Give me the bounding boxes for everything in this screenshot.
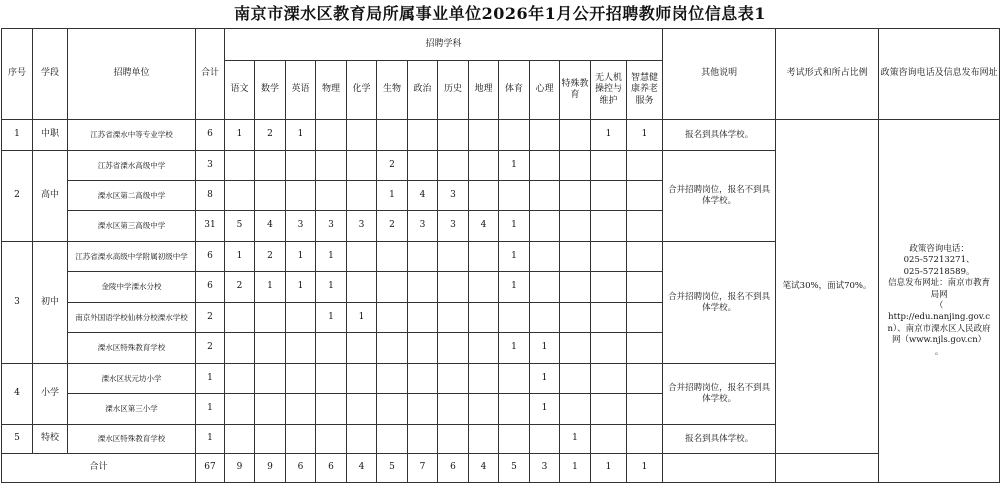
subject-count-cell: 1	[286, 272, 316, 303]
subject-count-cell: 1	[499, 211, 530, 242]
subject-count-cell	[286, 151, 316, 181]
header-subject: 体育	[499, 61, 530, 120]
stage-cell: 小学	[33, 364, 68, 425]
subject-count-cell	[225, 303, 255, 333]
unit-cell: 金陵中学溧水分校	[68, 272, 196, 303]
notes-cell: 合并招聘岗位，报名不到具体学校。	[663, 151, 776, 242]
seq-cell: 2	[2, 151, 33, 242]
totals-subject-cell: 4	[347, 454, 377, 483]
subject-count-cell: 3	[438, 181, 469, 211]
header-subject: 政治	[408, 61, 438, 120]
seq-cell: 5	[2, 425, 33, 454]
subject-count-cell	[438, 394, 469, 425]
subject-count-cell	[316, 333, 347, 364]
subject-count-cell	[377, 425, 408, 454]
subject-count-cell	[408, 120, 438, 151]
header-subject: 英语	[286, 61, 316, 120]
subject-count-cell	[591, 242, 627, 272]
total-cell: 1	[196, 394, 225, 425]
subject-count-cell	[469, 425, 499, 454]
subject-count-cell	[560, 211, 591, 242]
unit-cell: 江苏省溧水高级中学	[68, 151, 196, 181]
header-subjects-group: 招聘学科	[225, 29, 663, 61]
subject-count-cell: 3	[286, 211, 316, 242]
subject-count-cell	[499, 425, 530, 454]
subject-count-cell	[469, 151, 499, 181]
subject-count-cell	[438, 303, 469, 333]
subject-count-cell	[408, 242, 438, 272]
subject-count-cell	[627, 272, 663, 303]
notes-cell: 报名到具体学校。	[663, 120, 776, 151]
subject-count-cell	[438, 272, 469, 303]
subject-count-cell	[377, 333, 408, 364]
subject-count-cell	[591, 211, 627, 242]
header-stage: 学段	[33, 29, 68, 120]
totals-subject-cell: 1	[560, 454, 591, 483]
subject-count-cell	[316, 425, 347, 454]
subject-count-cell	[530, 272, 560, 303]
subject-count-cell	[469, 333, 499, 364]
subject-count-cell	[347, 364, 377, 394]
subject-count-cell	[255, 364, 286, 394]
seq-cell: 3	[2, 242, 33, 364]
total-cell: 31	[196, 211, 225, 242]
totals-exam-empty	[776, 454, 879, 483]
subject-count-cell	[438, 333, 469, 364]
subject-count-cell	[316, 120, 347, 151]
subject-count-cell	[560, 303, 591, 333]
subject-count-cell	[347, 333, 377, 364]
stage-cell: 初中	[33, 242, 68, 364]
subject-count-cell	[530, 303, 560, 333]
totals-subject-cell: 9	[225, 454, 255, 483]
total-cell: 6	[196, 272, 225, 303]
subject-count-cell: 1	[499, 272, 530, 303]
subject-count-cell	[316, 181, 347, 211]
subject-count-cell: 2	[377, 151, 408, 181]
subject-count-cell: 3	[347, 211, 377, 242]
exam-cell: 笔试30%，面试70%。	[776, 120, 879, 454]
subject-count-cell	[591, 272, 627, 303]
totals-row	[2, 454, 1000, 483]
total-cell: 6	[196, 242, 225, 272]
subject-count-cell	[591, 303, 627, 333]
subject-count-cell	[499, 120, 530, 151]
subject-count-cell: 1	[225, 242, 255, 272]
subject-count-cell	[530, 151, 560, 181]
stage-cell: 高中	[33, 151, 68, 242]
subject-count-cell: 1	[316, 272, 347, 303]
subject-count-cell	[469, 242, 499, 272]
totals-subject-cell: 4	[469, 454, 499, 483]
total-cell: 8	[196, 181, 225, 211]
subject-count-cell	[316, 151, 347, 181]
subject-count-cell	[591, 333, 627, 364]
subject-count-cell: 2	[255, 242, 286, 272]
totals-label: 合计	[2, 454, 196, 483]
header-subject: 心理	[530, 61, 560, 120]
subject-count-cell	[591, 364, 627, 394]
notes-cell: 合并招聘岗位，报名不到具体学校。	[663, 242, 776, 364]
subject-count-cell	[627, 333, 663, 364]
subject-count-cell: 1	[286, 120, 316, 151]
header-subject: 历史	[438, 61, 469, 120]
subject-count-cell: 4	[408, 181, 438, 211]
subject-count-cell	[377, 394, 408, 425]
header-subject: 智慧健康养老服务	[627, 61, 663, 120]
subject-count-cell	[347, 151, 377, 181]
subject-count-cell: 3	[408, 211, 438, 242]
total-cell: 6	[196, 120, 225, 151]
totals-subject-cell: 6	[438, 454, 469, 483]
subject-count-cell	[286, 394, 316, 425]
subject-count-cell	[499, 364, 530, 394]
contact-cell	[879, 120, 1000, 483]
subject-count-cell: 1	[530, 394, 560, 425]
header-subject: 生物	[377, 61, 408, 120]
header-unit: 招聘单位	[68, 29, 196, 120]
total-cell: 1	[196, 425, 225, 454]
subject-count-cell	[255, 333, 286, 364]
subject-count-cell	[377, 303, 408, 333]
subject-count-cell	[530, 181, 560, 211]
header-subject: 语文	[225, 61, 255, 120]
totals-subject-cell: 3	[530, 454, 560, 483]
subject-count-cell: 1	[530, 333, 560, 364]
subject-count-cell: 1	[316, 303, 347, 333]
header-subject: 物理	[316, 61, 347, 120]
subject-count-cell	[499, 394, 530, 425]
header-subject: 地理	[469, 61, 499, 120]
subject-count-cell: 4	[255, 211, 286, 242]
unit-cell: 溧水区第三小学	[68, 394, 196, 425]
subject-count-cell	[225, 394, 255, 425]
subject-count-cell	[469, 272, 499, 303]
subject-count-cell	[347, 394, 377, 425]
stage-cell: 中职	[33, 120, 68, 151]
subject-count-cell: 1	[255, 272, 286, 303]
subject-count-cell	[255, 303, 286, 333]
subject-count-cell: 1	[286, 242, 316, 272]
subject-count-cell	[591, 151, 627, 181]
subject-count-cell: 1	[316, 242, 347, 272]
subject-count-cell	[408, 425, 438, 454]
subject-count-cell	[560, 181, 591, 211]
subject-count-cell	[560, 120, 591, 151]
subject-count-cell	[469, 394, 499, 425]
subject-count-cell	[286, 333, 316, 364]
contact-line: 政策咨询电话：	[909, 243, 969, 254]
subject-count-cell	[560, 151, 591, 181]
header-seq: 序号	[2, 29, 33, 120]
subject-count-cell	[469, 364, 499, 394]
subject-count-cell	[438, 151, 469, 181]
contact-line: （	[934, 301, 944, 311]
contact-line: 。	[934, 346, 944, 357]
subject-count-cell	[377, 242, 408, 272]
subject-count-cell	[469, 181, 499, 211]
unit-cell: 溧水区状元坊小学	[68, 364, 196, 394]
unit-cell: 溧水区特殊教育学校	[68, 333, 196, 364]
subject-count-cell	[530, 211, 560, 242]
subject-count-cell: 1	[627, 120, 663, 151]
totals-subject-cell: 7	[408, 454, 438, 483]
unit-cell: 溧水区特殊教育学校	[68, 425, 196, 454]
subject-count-cell	[560, 242, 591, 272]
subject-count-cell	[225, 364, 255, 394]
subject-count-cell	[347, 242, 377, 272]
page-title: 南京市溧水区教育局所属事业单位2026年1月公开招聘教师岗位信息表1	[234, 4, 766, 23]
subject-count-cell	[316, 364, 347, 394]
header-subject: 数学	[255, 61, 286, 120]
totals-subject-cell: 6	[316, 454, 347, 483]
subject-count-cell: 1	[591, 120, 627, 151]
subject-count-cell	[591, 394, 627, 425]
unit-cell: 江苏省溧水中等专业学校	[68, 120, 196, 151]
subject-count-cell	[591, 181, 627, 211]
totals-total: 67	[196, 454, 225, 483]
subject-count-cell	[408, 151, 438, 181]
subject-count-cell: 1	[499, 242, 530, 272]
subject-count-cell	[627, 425, 663, 454]
subject-count-cell	[255, 151, 286, 181]
subject-count-cell	[286, 181, 316, 211]
subject-count-cell: 2	[255, 120, 286, 151]
header-contact: 政策咨询电话及信息发布网址	[879, 29, 1000, 120]
total-cell: 2	[196, 333, 225, 364]
subject-count-cell: 4	[469, 211, 499, 242]
stage-cell: 特校	[33, 425, 68, 454]
subject-count-cell	[560, 394, 591, 425]
header-subject: 无人机操控与维护	[591, 61, 627, 120]
subject-count-cell	[408, 272, 438, 303]
totals-subject-cell: 5	[377, 454, 408, 483]
subject-count-cell	[225, 333, 255, 364]
subject-count-cell	[286, 425, 316, 454]
subject-count-cell	[255, 181, 286, 211]
total-cell: 2	[196, 303, 225, 333]
header-row	[2, 29, 1000, 61]
subject-count-cell	[469, 303, 499, 333]
header-subject: 特殊教育	[560, 61, 591, 120]
subject-count-cell	[438, 364, 469, 394]
subject-count-cell	[347, 181, 377, 211]
subject-count-cell	[225, 425, 255, 454]
totals-subject-cell: 9	[255, 454, 286, 483]
subject-count-cell	[438, 120, 469, 151]
header-subject: 化学	[347, 61, 377, 120]
subject-count-cell	[316, 394, 347, 425]
subject-count-cell	[377, 364, 408, 394]
unit-cell: 溧水区第三高级中学	[68, 211, 196, 242]
subject-count-cell	[377, 120, 408, 151]
subject-count-cell	[255, 394, 286, 425]
subject-count-cell: 5	[225, 211, 255, 242]
subject-count-cell	[627, 303, 663, 333]
notes-cell: 合并招聘岗位，报名不到具体学校。	[663, 364, 776, 425]
subject-count-cell	[286, 364, 316, 394]
subject-count-cell	[347, 425, 377, 454]
subject-count-cell	[591, 425, 627, 454]
total-cell: 1	[196, 364, 225, 394]
contact-line: 025-57213271、	[903, 255, 975, 266]
header-notes: 其他说明	[663, 29, 776, 120]
subject-count-cell	[408, 303, 438, 333]
subject-count-cell	[377, 272, 408, 303]
subject-count-cell	[627, 211, 663, 242]
subject-count-cell: 1	[347, 303, 377, 333]
subject-count-cell	[408, 394, 438, 425]
subject-count-cell	[286, 303, 316, 333]
subject-count-cell	[347, 120, 377, 151]
totals-notes-empty	[663, 454, 776, 483]
header-exam: 考试形式和所占比例	[776, 29, 879, 120]
subject-count-cell: 1	[499, 333, 530, 364]
header-total: 合计	[196, 29, 225, 120]
subject-count-cell: 3	[316, 211, 347, 242]
subject-count-cell	[530, 120, 560, 151]
subject-count-cell	[469, 120, 499, 151]
subject-count-cell	[225, 151, 255, 181]
contact-line: 025-57218589。	[903, 266, 975, 277]
subject-count-cell	[225, 181, 255, 211]
total-cell: 3	[196, 151, 225, 181]
subject-count-cell	[530, 242, 560, 272]
totals-subject-cell: 1	[627, 454, 663, 483]
subject-count-cell: 2	[377, 211, 408, 242]
unit-cell: 溧水区第二高级中学	[68, 181, 196, 211]
subject-count-cell	[255, 425, 286, 454]
subject-count-cell	[627, 394, 663, 425]
unit-cell: 江苏省溧水高级中学附属初级中学	[68, 242, 196, 272]
subject-count-cell: 1	[499, 151, 530, 181]
subject-count-cell: 3	[438, 211, 469, 242]
totals-subject-cell: 1	[591, 454, 627, 483]
subject-count-cell	[408, 364, 438, 394]
seq-cell: 1	[2, 120, 33, 151]
subject-count-cell	[499, 181, 530, 211]
subject-count-cell	[438, 242, 469, 272]
subject-count-cell	[560, 364, 591, 394]
subject-count-cell	[627, 181, 663, 211]
subject-count-cell	[627, 151, 663, 181]
subject-count-cell	[627, 242, 663, 272]
subject-count-cell	[499, 303, 530, 333]
subject-count-cell	[627, 364, 663, 394]
unit-cell: 南京外国语学校仙林分校溧水学校	[68, 303, 196, 333]
subject-count-cell	[560, 333, 591, 364]
notes-cell: 报名到具体学校。	[663, 425, 776, 454]
subject-count-cell	[347, 272, 377, 303]
subject-count-cell	[408, 333, 438, 364]
subject-count-cell: 1	[377, 181, 408, 211]
subject-count-cell: 2	[225, 272, 255, 303]
contact-line: http://edu.nanjing.gov.cn）、南京市溧水区人民政府网（www.njls.gov.cn）	[887, 312, 991, 346]
subject-count-cell	[438, 425, 469, 454]
totals-subject-cell: 5	[499, 454, 530, 483]
totals-subject-cell: 6	[286, 454, 316, 483]
subject-count-cell: 1	[225, 120, 255, 151]
subject-count-cell: 1	[530, 364, 560, 394]
subject-count-cell	[560, 272, 591, 303]
subject-count-cell	[530, 425, 560, 454]
table-row	[2, 120, 1000, 151]
contact-line: 信息发布网址：南京市教育局网	[888, 278, 991, 300]
subject-count-cell: 1	[560, 425, 591, 454]
recruitment-table	[1, 28, 1000, 483]
seq-cell: 4	[2, 364, 33, 425]
